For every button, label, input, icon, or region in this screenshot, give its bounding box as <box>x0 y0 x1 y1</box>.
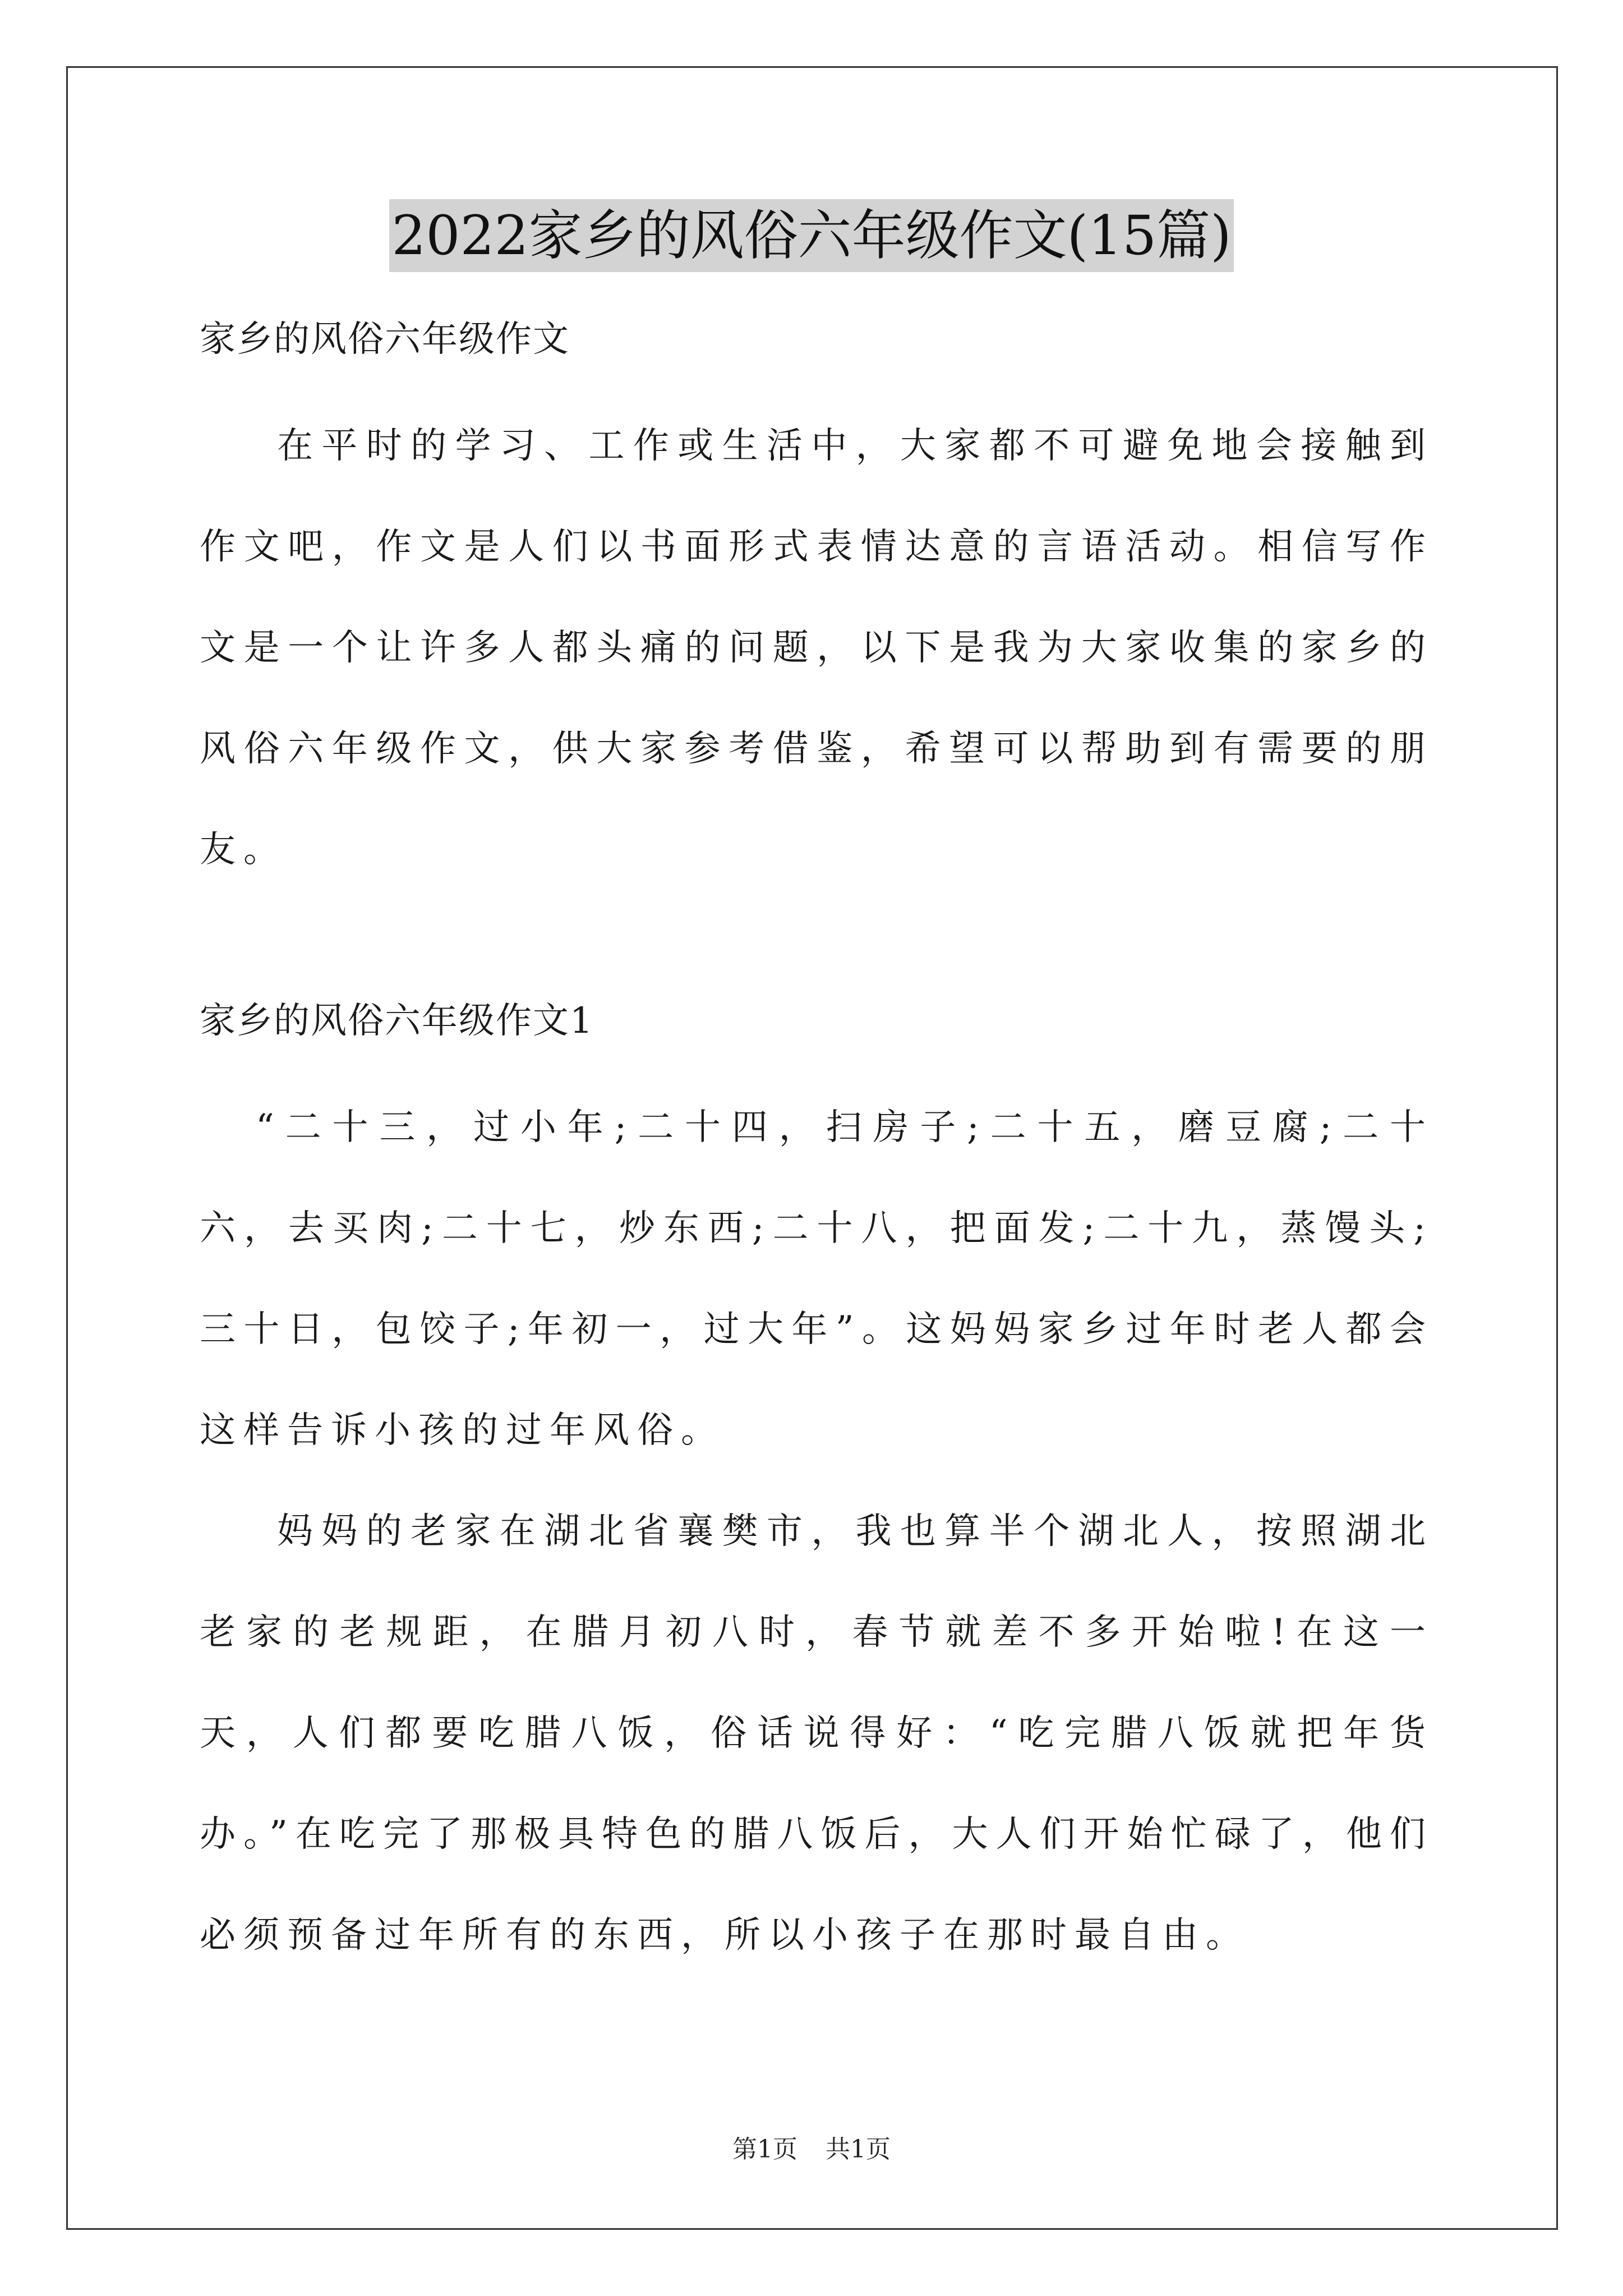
page-total: 共1页 <box>826 2135 891 2164</box>
page-number: 第1页 <box>732 2135 797 2164</box>
intro-heading: 家乡的风俗六年级作文 <box>200 319 570 360</box>
title-container <box>0 199 1623 272</box>
section-heading: 家乡的风俗六年级作文1 <box>200 1000 594 1042</box>
body-paragraph: “二十三，过小年;二十四，扫房子;二十五，磨豆腐;二十六，去买肉;二十七，炒东西;二十八，把面发;二十九，蒸馒头;三十日，包饺子;年初一，过大年”。这妈妈家乡过年时老人都会这样告诉小孩的过年风俗。 <box>200 1107 1433 1451</box>
page-footer <box>0 2129 1623 2165</box>
intro-paragraph: 在平时的学习、工作或生活中，大家都不可避免地会接触到作文吧，作文是人们以书面形式表情达意的言语活动。相信写作文是一个让许多人都头痛的问题，以下是我为大家收集的家乡的风俗六年级作文，供大家参考借鉴，希望可以帮助到有需要的朋友。 <box>200 425 1433 871</box>
body-paragraph: 妈妈的老家在湖北省襄樊市，我也算半个湖北人，按照湖北老家的老规距，在腊月初八时，春节就差不多开始啦!在这一天，人们都要吃腊八饭，俗话说得好：“吃完腊八饭就把年货办。”在吃完了那极具特色的腊八饭后，大人们开始忙碌了，他们必须预备过年所有的东西，所以小孩子在那时最自由。 <box>200 1511 1433 1956</box>
document-body <box>200 314 1433 1986</box>
document-title: 2022家乡的风俗六年级作文(15篇) <box>389 199 1233 272</box>
